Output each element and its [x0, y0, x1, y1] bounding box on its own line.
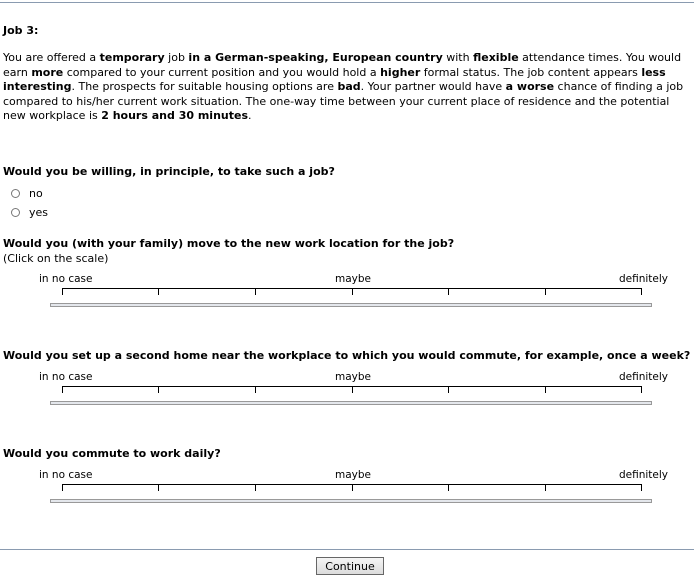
scale-tick: [641, 484, 642, 491]
scale-label-low: in no case: [39, 273, 93, 285]
continue-button[interactable]: Continue: [316, 557, 384, 575]
scale-tick: [545, 484, 546, 491]
q4-slider-track[interactable]: [50, 499, 652, 503]
q4-scale[interactable]: [0, 469, 694, 519]
scale-tick: [62, 386, 63, 393]
scale-tick: [352, 288, 353, 295]
scale-tick: [545, 288, 546, 295]
scale-label-mid: maybe: [335, 371, 372, 383]
q2-scale[interactable]: [0, 273, 694, 323]
scale-tick: [448, 484, 449, 491]
q1-option-no[interactable]: [11, 187, 43, 200]
q2-question: Would you (with your family) move to the new work location for the job?: [3, 237, 455, 250]
q1-option-yes-label: yes: [29, 206, 49, 219]
scale-tick: [352, 386, 353, 393]
job-description: You are offered a temporary job in a German-speaking, European country with flexible attendance times. You would earn more compared to your current position and you would hold a higher formal status. The job content appears less interesting. The prospects for suitable housing options are bad. Your partner would have a worse chance of finding a job compared to his/her current work situation. The one-way time between your current place of residence and the potential new workplace is 2 hours and 30 minutes.: [3, 51, 684, 122]
scale-tick: [158, 484, 159, 491]
q3-slider-track[interactable]: [50, 401, 652, 405]
q1-option-yes[interactable]: [11, 206, 48, 219]
top-divider: [0, 2, 694, 3]
scale-tick: [158, 288, 159, 295]
q1-option-no-label: no: [29, 187, 43, 200]
scale-tick: [62, 484, 63, 491]
q2-hint: (Click on the scale): [3, 252, 109, 265]
scale-label-high: definitely: [619, 371, 669, 383]
scale-tick: [158, 386, 159, 393]
scale-tick: [255, 288, 256, 295]
radio-no[interactable]: [11, 189, 20, 198]
q3-question: Would you set up a second home near the workplace to which you would commute, for example, once a week?: [3, 349, 691, 362]
scale-tick: [545, 386, 546, 393]
scale-tick: [255, 484, 256, 491]
scale-label-mid: maybe: [335, 273, 372, 285]
q3-scale[interactable]: [0, 371, 694, 421]
q4-question: Would you commute to work daily?: [3, 447, 221, 460]
bottom-divider: [0, 549, 694, 550]
scale-label-low: in no case: [39, 371, 93, 383]
scale-label-high: definitely: [619, 273, 669, 285]
q1-question: Would you be willing, in principle, to take such a job?: [3, 165, 335, 178]
scale-tick: [448, 386, 449, 393]
scale-tick: [641, 288, 642, 295]
scale-tick: [448, 288, 449, 295]
job-title: Job 3:: [3, 24, 39, 37]
scale-tick: [255, 386, 256, 393]
radio-yes[interactable]: [11, 208, 20, 217]
scale-tick: [62, 288, 63, 295]
scale-label-mid: maybe: [335, 469, 372, 481]
scale-tick: [352, 484, 353, 491]
scale-tick: [641, 386, 642, 393]
scale-label-high: definitely: [619, 469, 669, 481]
q2-slider-track[interactable]: [50, 303, 652, 307]
scale-label-low: in no case: [39, 469, 93, 481]
